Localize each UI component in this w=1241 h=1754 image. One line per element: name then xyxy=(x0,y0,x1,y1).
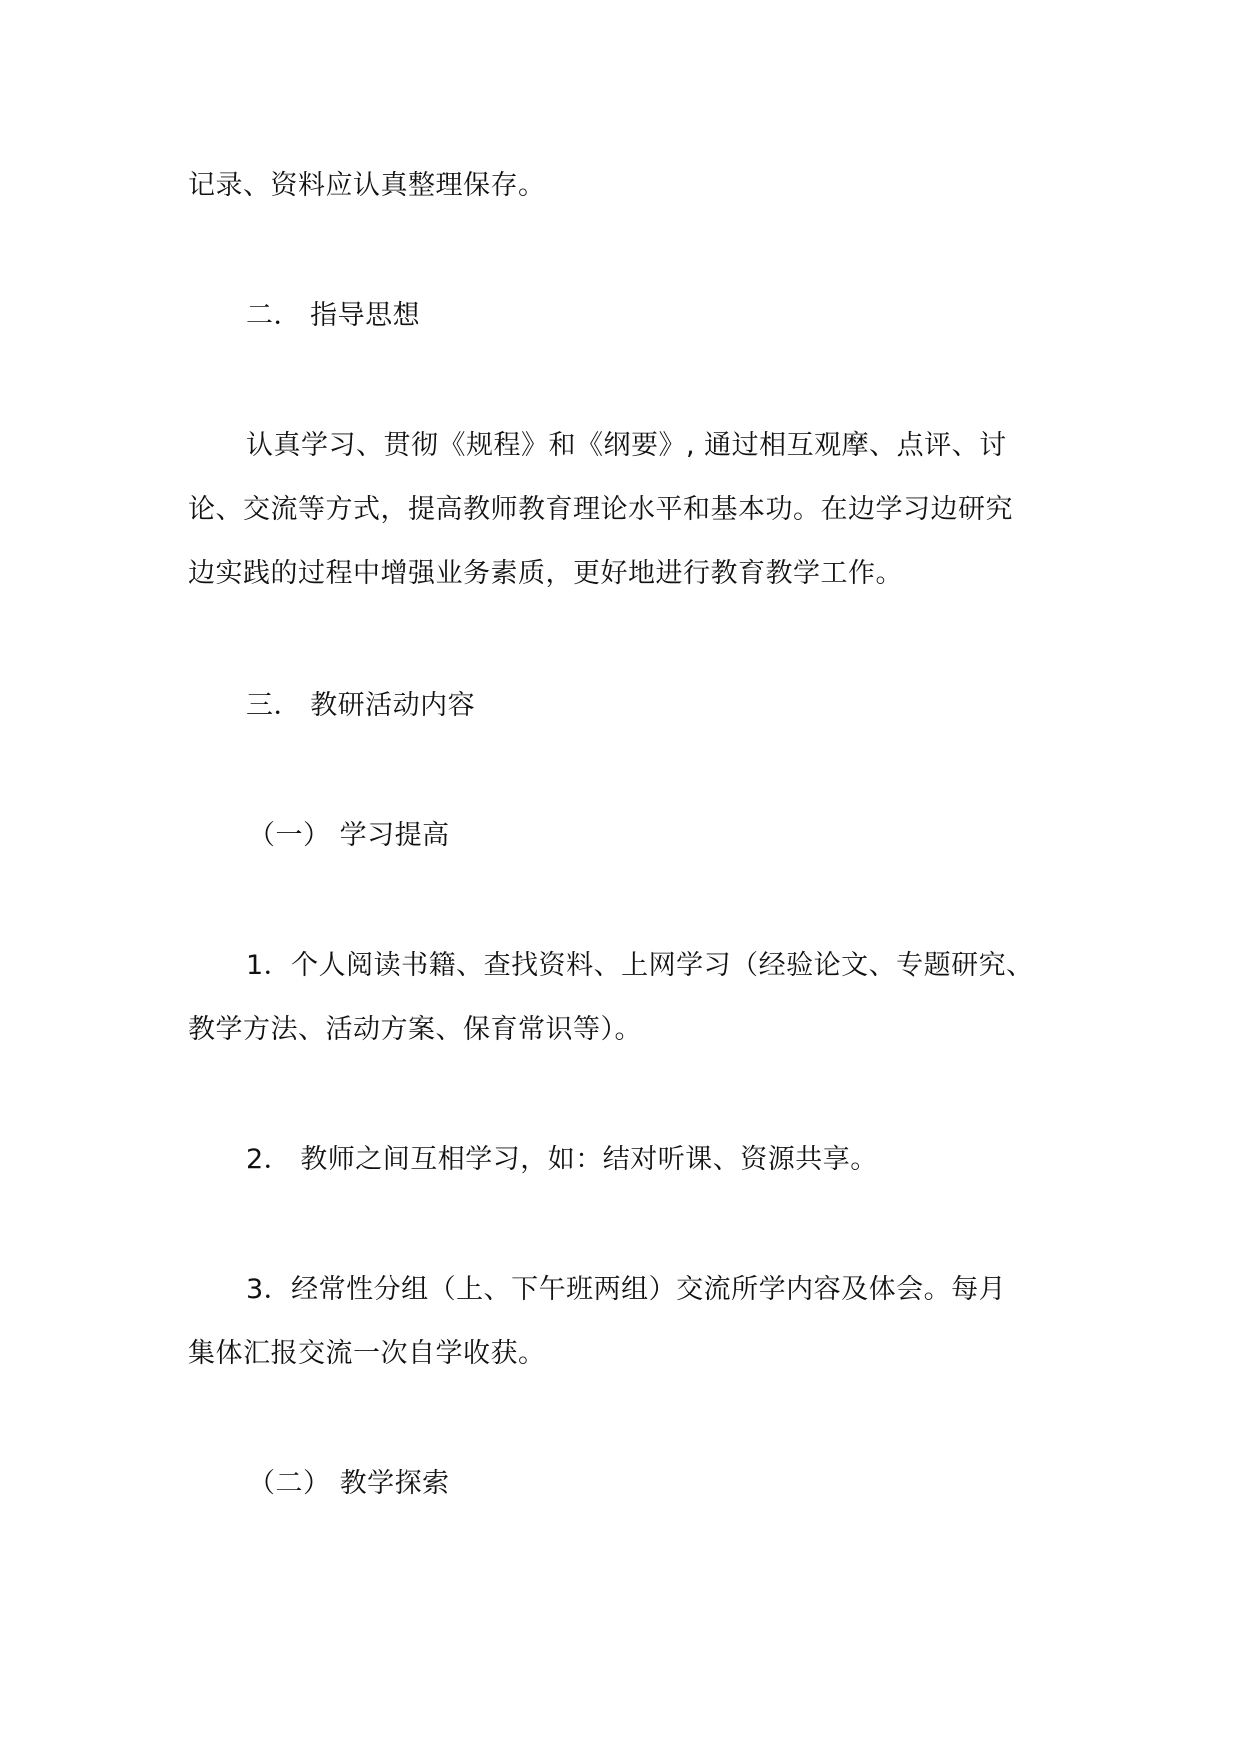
section-heading-2: 二． 指导思想 xyxy=(246,300,421,331)
list-item-2: 2． 教师之间互相学习，如：结对听课、资源共享。 xyxy=(246,1144,878,1175)
section-heading-3: 三． 教研活动内容 xyxy=(246,690,476,721)
subsection-heading-1: （一） 学习提高 xyxy=(248,820,450,851)
list-item-1-line-2: 教学方法、活动方案、保育常识等）。 xyxy=(188,1014,642,1045)
list-item-3-line-1: 3．经常性分组（上、下午班两组）交流所学内容及体会。每月 xyxy=(246,1274,1007,1305)
guiding-paragraph-line-1: 认真学习、贯彻《规程》和《纲要》, 通过相互观摩、点评、讨 xyxy=(246,430,1007,461)
guiding-paragraph-line-3: 边实践的过程中增强业务素质，更好地进行教育教学工作。 xyxy=(188,558,903,589)
paragraph-continuation: 记录、资料应认真整理保存。 xyxy=(188,170,546,201)
list-item-3-line-2: 集体汇报交流一次自学收获。 xyxy=(188,1338,546,1369)
guiding-paragraph-line-2: 论、交流等方式，提高教师教育理论水平和基本功。在边学习边研究 xyxy=(188,494,1013,525)
list-item-1-line-1: 1．个人阅读书籍、查找资料、上网学习（经验论文、专题研究、 xyxy=(246,950,1034,981)
subsection-heading-2: （二） 教学探索 xyxy=(248,1468,450,1499)
